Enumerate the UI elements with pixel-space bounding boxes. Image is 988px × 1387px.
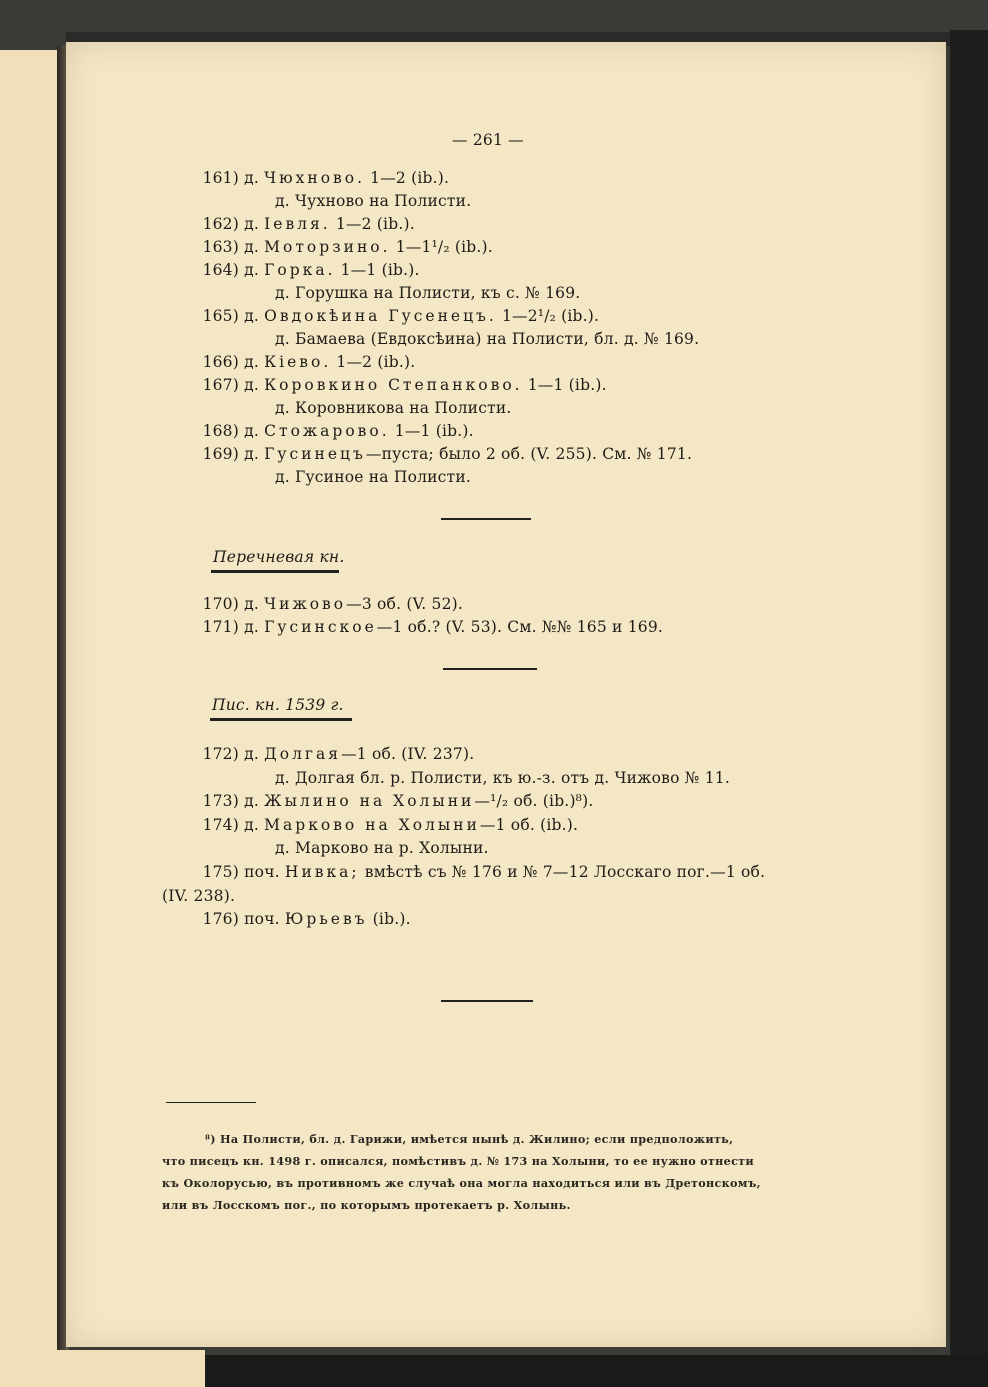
entry-number: 165) [202, 307, 239, 325]
modern-identification: д. Чухново на Полисти. [275, 192, 472, 210]
settlement-type: д. [244, 745, 260, 763]
entry-number: 162) [202, 215, 239, 233]
entry-line [196, 595, 463, 613]
entry-line [275, 330, 699, 348]
settlement-name: Овдокѣина Гусенецъ. [264, 307, 497, 325]
entry-number: 174) [202, 815, 239, 834]
entry-details: —1 об. (IV. 237). [341, 745, 475, 763]
entry-continuation: (IV. 238). [162, 886, 236, 905]
settlement-type: д. [244, 215, 260, 233]
entry-details: —пуста; было 2 об. (V. 255). См. № 171. [365, 445, 693, 463]
settlement-type: д. [244, 353, 260, 371]
settlement-type: д. [244, 618, 260, 636]
entry-number: 169) [202, 445, 239, 463]
entry-number: 161) [202, 169, 239, 187]
footnote-line: ⁸) На Полисти, бл. д. Гарижи, имѣется нынѣ д. Жилино; если предположить, [205, 1132, 734, 1146]
footnote-line: что писецъ кн. 1498 г. описался, помѣстивъ д. № 173 на Холыни, то ее нужно отнести [162, 1154, 755, 1168]
entry-number: 167) [202, 376, 239, 394]
entry-details: 1—2 (ib.). [331, 353, 416, 371]
entry-line [196, 745, 474, 763]
entry-line [196, 618, 663, 636]
entry-line [196, 169, 449, 187]
entry-number: 172) [202, 745, 239, 763]
settlement-type: поч. [244, 910, 280, 929]
entry-line [196, 422, 474, 440]
entry-details: 1—2 (ib.). [330, 215, 415, 233]
modern-identification: д. Долгая бл. р. Полисти, къ ю.-з. отъ д. Чижово № 11. [275, 768, 730, 787]
entry-details: —3 об. (V. 52). [346, 595, 464, 613]
entry-line [275, 769, 730, 787]
settlement-name: Гусинское [264, 618, 377, 636]
settlement-type: д. [244, 792, 260, 811]
entry-details: —¹/₂ об. (ib.)⁸). [474, 792, 594, 811]
entry-number: 176) [202, 910, 239, 929]
entry-line [275, 399, 512, 417]
entry-line [196, 445, 692, 463]
section-divider [441, 1000, 533, 1002]
left-page-bottom [0, 1350, 205, 1387]
footnote-rule [166, 1102, 256, 1103]
section-divider [443, 668, 537, 670]
entry-line [196, 792, 593, 810]
entry-line [275, 468, 471, 486]
entry-details: 1—2 (ib.). [365, 169, 450, 187]
settlement-type: д. [244, 307, 260, 325]
settlement-name: Кіево. [264, 353, 332, 371]
settlement-name: Стожарово. [264, 422, 390, 440]
modern-identification: д. Марково на р. Холыни. [275, 839, 489, 858]
entry-line [196, 215, 415, 233]
settlement-type: д. [244, 238, 260, 256]
entry-details: 1—1 (ib.). [389, 422, 474, 440]
settlement-type: д. [244, 169, 260, 187]
entry-line [196, 376, 607, 394]
settlement-name: Чюхново. [264, 169, 366, 187]
entry-details: 1—2¹/₂ (ib.). [496, 307, 600, 325]
settlement-type: д. [244, 445, 260, 463]
entry-number: 175) [202, 863, 239, 881]
entry-details: 1—1¹/₂ (ib.). [390, 238, 493, 256]
settlement-name: Гусинецъ [264, 445, 366, 463]
entry-line [196, 863, 765, 881]
entry-line [196, 307, 599, 325]
entry-line [275, 284, 580, 302]
entry-line [196, 261, 420, 279]
settlement-name: Чижово [264, 595, 347, 613]
entry-details: 1—1 (ib.). [335, 261, 420, 279]
left-page-edge [0, 50, 60, 1350]
entry-details: вмѣстѣ съ № 176 и № 7—12 Лосскаго пог.—1 об. [359, 863, 766, 881]
entry-line [196, 910, 411, 928]
heading-underline [210, 718, 352, 721]
settlement-name: Моторзино. [264, 238, 391, 256]
entry-line [275, 839, 489, 857]
settlement-name: Долгая [264, 745, 342, 763]
settlement-name: Юрьевъ [284, 910, 368, 929]
entry-line [162, 887, 235, 905]
page-number: — 261 — [452, 131, 524, 149]
settlement-type: д. [244, 595, 260, 613]
settlement-type: поч. [244, 863, 280, 881]
entry-number: 164) [202, 261, 239, 279]
settlement-name: Жылино на Холыни [264, 792, 475, 811]
footnote-line: или въ Лосскомъ пог., по которымъ протекаетъ р. Холынь. [162, 1198, 571, 1212]
settlement-type: д. [244, 422, 260, 440]
settlement-name: Марково на Холыни [264, 815, 480, 834]
section-heading-perechnevaya: Перечневая кн. [213, 548, 345, 566]
settlement-type: д. [244, 376, 260, 394]
settlement-type: д. [244, 261, 260, 279]
modern-identification: д. Бамаева (Евдоксѣина) на Полисти, бл. д. № 169. [275, 330, 700, 348]
modern-identification: д. Гусиное на Полисти. [275, 468, 471, 486]
footnote-line: къ Околорусью, въ противномъ же случаѣ она могла находиться или въ Дретонскомъ, [162, 1176, 761, 1190]
modern-identification: д. Горушка на Полисти, къ с. № 169. [275, 284, 581, 302]
entry-details: —1 об.? (V. 53). См. №№ 165 и 169. [376, 618, 664, 636]
entry-number: 173) [202, 792, 239, 811]
entry-number: 170) [202, 595, 239, 613]
settlement-name: Горка. [264, 261, 336, 279]
settlement-name: Нивка; [284, 863, 360, 881]
entry-number: 171) [202, 618, 239, 636]
entry-number: 163) [202, 238, 239, 256]
entry-details: 1—1 (ib.). [522, 376, 607, 394]
entry-number: 168) [202, 422, 239, 440]
section-divider [441, 518, 531, 520]
settlement-type: д. [244, 815, 260, 834]
section-heading-pis-kn: Пис. кн. 1539 г. [212, 696, 344, 714]
entry-line [196, 238, 493, 256]
entry-number: 166) [202, 353, 239, 371]
modern-identification: д. Коровникова на Полисти. [275, 399, 512, 417]
entry-line [196, 816, 578, 834]
entry-line [196, 353, 415, 371]
entry-details: (ib.). [367, 910, 411, 929]
heading-underline [211, 570, 339, 573]
settlement-name: Іевля. [264, 215, 331, 233]
book-cover-edge [950, 30, 988, 1360]
settlement-name: Коровкино Степанково. [264, 376, 523, 394]
entry-details: —1 об. (ib.). [479, 815, 579, 834]
entry-line [275, 192, 471, 210]
